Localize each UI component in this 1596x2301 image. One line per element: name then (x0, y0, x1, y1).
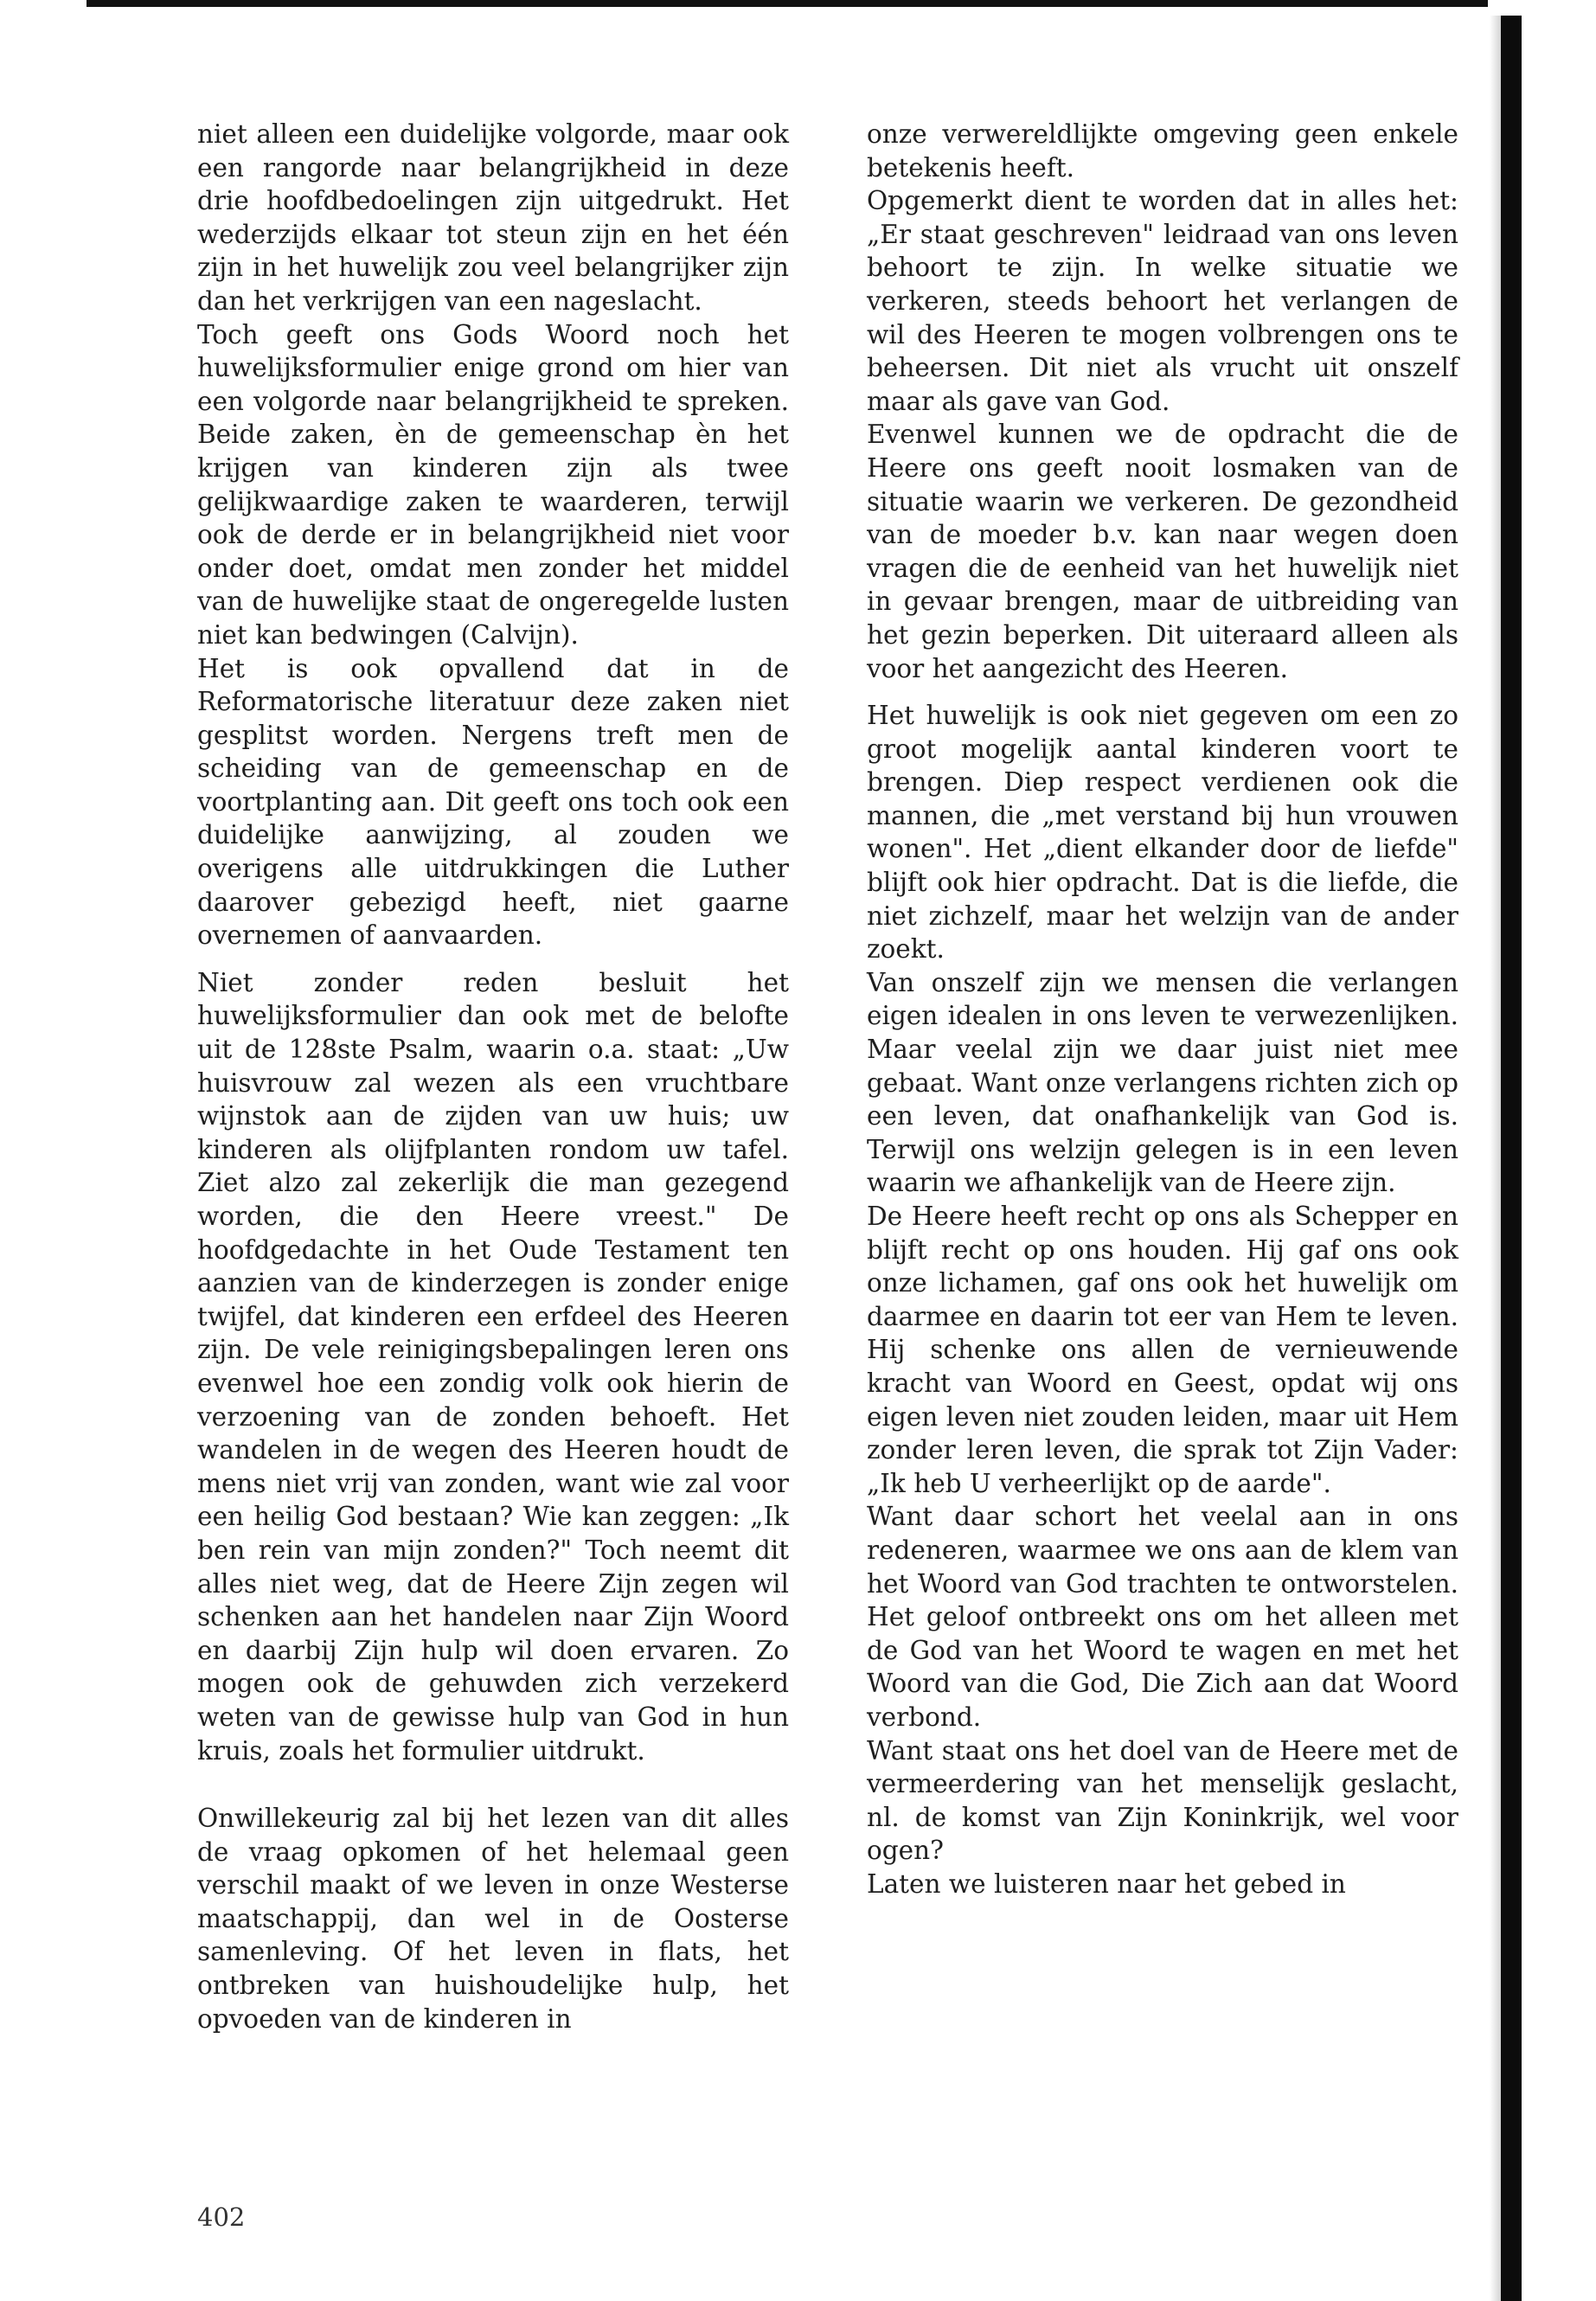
page-edge-shadow (1490, 16, 1502, 2301)
paragraph: Het huwelijk is ook niet gegeven om een zo groot mogelijk aantal kinderen voort te brengen. Diep respect verdienen ook die mannen, die „met verstand bij hun vrouwen wonen". Het „dient elkander door de liefde" blijft ook hier opdracht. Dat is die liefde, die niet zichzelf, maar het welzijn van de ander zoekt. (867, 701, 1458, 965)
paragraph: Onwillekeurig zal bij het lezen van dit alles de vraag opkomen of het helemaal geen verschil maakt of we leven in onze Westerse maatschappij, dan wel in de Oosterse samenleving. Of het leven in flats, het ontbreken van huishoudelijke hulp, het opvoeden van de kinderen in (197, 1804, 789, 2034)
paragraph: Toch geeft ons Gods Woord noch het huwelijksformulier enige grond om hier van een volgorde naar belangrijkheid te spreken. Beide zaken, èn de gemeenschap èn het krijgen van kinderen zijn als twee gelijkwaardige zaken te waarderen, terwijl ook de derde er in belangrijkheid niet voor onder doet, omdat men zonder het middel van de huwelijke staat de ongeregelde lusten niet kan bedwingen (Calvijn). (197, 319, 789, 650)
paragraph: De Heere heeft recht op ons als Schepper en blijft recht op ons houden. Hij gaf ons ook onze lichamen, gaf ons ook het huwelijk om daarmee en daarin tot eer van Hem te leven. Hij schenke ons allen de vernieuwende kracht van Woord en Geest, opdat wij ons eigen leven niet zouden leiden, maar uit Hem zonder leren leven, die sprak tot Zijn Vader: „Ik heb U verheerlijkt op de aarde". (867, 1202, 1458, 1498)
paragraph: Evenwel kunnen we de opdracht die de Heere ons geeft nooit losmaken van de situatie waarin we verkeren. De gezondheid van de moeder b.v. kan naar wegen doen vragen die de eenheid van het huwelijk niet in gevaar brengen, maar de uitbreiding van het gezin beperken. Dit uiteraard alleen als voor het aangezicht des Heeren. (867, 420, 1458, 683)
paragraph: Het is ook opvallend dat in de Reformatorische literatuur deze zaken niet gesplitst worden. Nergens treft men de scheiding van de gemeenschap en de voortplanting aan. Dit geeft ons toch ook een duidelijke aanwijzing, al zouden we overigens alle uitdrukkingen die Luther daarover gebezigd heeft, niet gaarne overnemen of aanvaarden. (197, 653, 789, 951)
right-text-column (867, 118, 1458, 1900)
paragraph: onze verwereldlijkte omgeving geen enkele betekenis heeft. (867, 119, 1458, 183)
page-number: 402 (197, 2202, 246, 2232)
scan-right-edge (1501, 16, 1522, 2301)
paragraph: Want staat ons het doel van de Heere met de vermeerdering van het menselijk geslacht, nl. de komst van Zijn Koninkrijk, wel voor ogen? (867, 1735, 1458, 1866)
paragraph: Van onszelf zijn we mensen die verlangen eigen idealen in ons leven te verwezenlijken. Maar veelal zijn we daar juist niet mee gebaat. Want onze verlangens richten zich op een leven, dat onafhankelijk van God is. Terwijl ons welzijn gelegen is in een leven waarin we afhankelijk van de Heere zijn. (867, 967, 1458, 1198)
paragraph: Laten we luisteren naar het gebed in (867, 1868, 1346, 1899)
paragraph: niet alleen een duidelijke volgorde, maar ook een rangorde naar belangrijkheid in deze drie hoofdbedoelingen zijn uitgedrukt. Het wederzijds elkaar tot steun zijn en het één zijn in het huwelijk zou veel belangrijker zijn dan het verkrijgen van een nageslacht. (197, 119, 789, 316)
paragraph: Opgemerkt dient te worden dat in alles het: „Er staat geschreven" leidraad van ons leven behoort te zijn. In welke situatie we verkeren, steeds behoort het verlangen de wil des Heeren te mogen volbrengen ons te beheersen. Dit niet als vrucht uit onszelf maar als gave van God. (867, 186, 1458, 416)
paragraph: Want daar schort het veelal aan in ons redeneren, waarmee we ons aan de klem van het Woord van God trachten te ontworstelen. Het geloof ontbreekt ons om het alleen met de God van het Woord te wagen en met het Woord van die God, Die Zich aan dat Woord verbond. (867, 1502, 1458, 1732)
left-text-column (197, 118, 789, 2035)
top-scan-rule (87, 0, 1488, 7)
paragraph: Niet zonder reden besluit het huwelijksformulier dan ook met de belofte uit de 128ste Psalm, waarin o.a. staat: „Uw huisvrouw zal wezen als een vruchtbare wijnstok aan de zijden van uw huis; uw kinderen als olijfplanten rondom uw tafel. Ziet alzo zal zekerlijk die man gezegend worden, die den Heere vreest." De hoofdgedachte in het Oude Testament ten aanzien van de kinderzegen is zonder enige twijfel, dat kinderen een erfdeel des Heeren zijn. De vele reinigingsbepalingen leren ons evenwel hoe een zondig volk ook hierin de verzoening van de zonden behoeft. Het wandelen in de wegen des Heeren houdt de mens niet vrij van zonden, want wie zal voor een heilig God bestaan? Wie kan zeggen: „Ik ben rein van mijn zonden?" Toch neemt dit alles niet weg, dat de Heere Zijn zegen wil schenken aan het handelen naar Zijn Woord en daarbij Zijn hulp wil doen ervaren. Zo mogen ook de gehuwden zich verzekerd weten van de gewisse hulp van God in hun kruis, zoals het formulier uitdrukt. (197, 967, 789, 1766)
